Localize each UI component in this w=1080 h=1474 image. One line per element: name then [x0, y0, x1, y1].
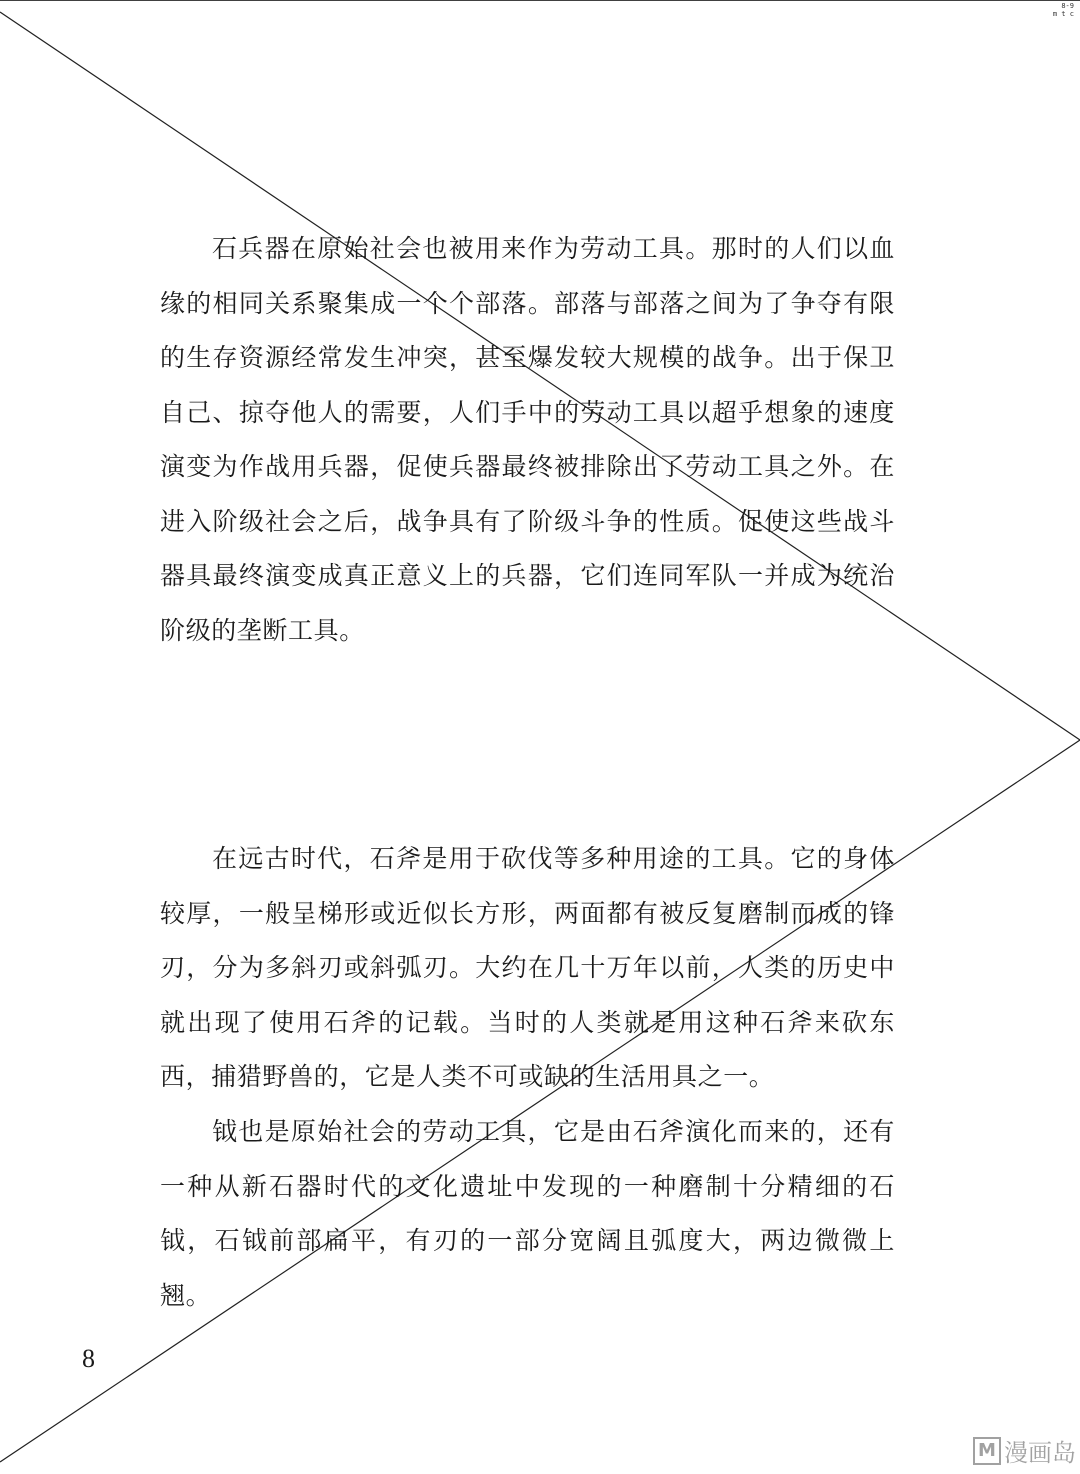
corner-marks [1053, 2, 1074, 18]
watermark-logo-icon: M [973, 1437, 1001, 1465]
corner-mark-1: 8-9 [1061, 2, 1074, 10]
watermark [973, 1433, 1076, 1468]
page-number: 8 [82, 1344, 95, 1373]
watermark-text: 漫画岛 [1004, 1439, 1076, 1467]
corner-mark-2: m t c [1052, 10, 1074, 18]
paragraph-yue-axe: 钺也是原始社会的劳动工具，它是由石斧演化而来的，还有一种从新石器时代的文化遗址中发现的一种磨制十分精细的石钺，石钺前部扁平，有刃的一部分宽阔且弧度大，两边微微上翘。 [160, 1117, 895, 1310]
paragraph-stone-axe: 在远古时代，石斧是用于砍伐等多种用途的工具。它的身体较厚，一般呈梯形或近似长方形，两面都有被反复磨制而成的锋刃，分为多斜刃或斜弧刃。大约在几十万年以前，人类的历史中就出现了使用石斧的记载。当时的人类就是用这种石斧来砍东西，捕猎野兽的，它是人类不可或缺的生活用具之一。 [160, 844, 895, 1091]
paragraph-stone-weapons: 石兵器在原始社会也被用来作为劳动工具。那时的人们以血缘的相同关系聚集成一个个部落。部落与部落之间为了争夺有限的生存资源经常发生冲突，甚至爆发较大规模的战争。出于保卫自己、掠夺他人的需要，人们手中的劳动工具以超乎想象的速度演变为作战用兵器，促使兵器最终被排除出了劳动工具之外。在进入阶级社会之后，战争具有了阶级斗争的性质。促使这些战斗器具最终演变成真正意义上的兵器，它们连同军队一并成为统治阶级的垄断工具。 [160, 234, 895, 645]
